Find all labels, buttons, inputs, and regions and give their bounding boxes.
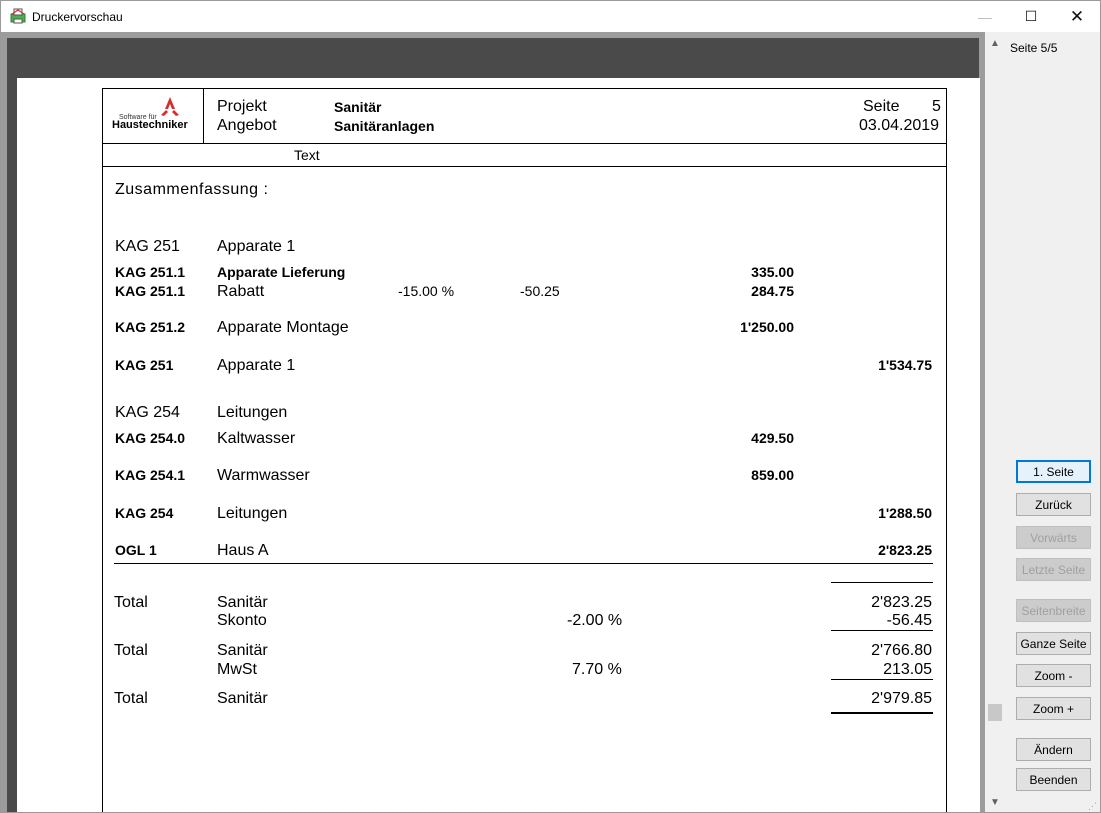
first-page-button[interactable]: 1. Seite [1016,460,1091,483]
forward-button[interactable]: Vorwärts [1016,526,1091,549]
total-amount: -56.45 [886,612,932,629]
logo-mark-icon [159,95,181,117]
logo-tagline: Software für [119,114,157,121]
last-page-button[interactable]: Letzte Seite [1016,558,1091,581]
title-bar [1,1,1100,32]
logo-name: Haustechniker [112,119,188,131]
grand-total-rule [831,712,933,714]
page-width-button[interactable]: Seitenbreite [1016,599,1091,622]
row-total: 2'823.25 [878,542,932,558]
row-code: OGL 1 [115,542,157,558]
row-code: KAG 254 [115,404,180,421]
row-delta: -50.25 [520,283,560,299]
totals-rule [831,630,933,631]
row-code: KAG 251.1 [115,283,186,299]
total-percent: 7.70 % [572,661,622,678]
row-total: 1'288.50 [878,505,932,521]
seite-label: Seite [863,98,900,115]
maximize-button[interactable]: ☐ [1024,8,1038,24]
scroll-down-icon[interactable]: ▼ [990,796,1000,808]
total-label: Total [114,594,148,611]
total-amount: 2'766.80 [871,642,932,659]
row-name: Leitungen [217,505,288,522]
totals-rule [831,679,933,680]
scroll-up-icon[interactable]: ▲ [990,37,1000,49]
total-name: Skonto [217,612,267,629]
total-amount: 2'979.85 [871,690,932,707]
row-code: KAG 251 [115,238,180,255]
header-line [102,143,947,144]
row-amount: 859.00 [751,467,794,483]
preview-area[interactable] [1,32,985,813]
angebot-label: Angebot [217,117,277,134]
exit-button[interactable]: Beenden [1016,768,1091,791]
row-code: KAG 254.1 [115,467,186,483]
total-amount: 2'823.25 [871,594,932,611]
minimize-button[interactable]: — [978,8,992,25]
row-code: KAG 254.0 [115,430,186,446]
row-name: Apparate Montage [217,319,349,336]
angebot-value: Sanitäranlagen [334,118,435,134]
row-code: KAG 251.1 [115,264,186,280]
column-line [102,166,947,167]
total-name: Sanitär [217,642,268,659]
row-percent: -15.00 % [398,283,455,299]
close-button[interactable]: ✕ [1069,6,1085,26]
row-name: Apparate Lieferung [217,264,346,280]
row-total: 1'534.75 [878,357,932,373]
scroll-thumb[interactable] [988,704,1002,721]
row-name: Kaltwasser [217,430,296,447]
projekt-value: Sanitär [334,99,382,115]
resize-grip-icon[interactable]: ⋰ [1088,801,1097,811]
whole-page-button[interactable]: Ganze Seite [1016,632,1091,655]
row-code: KAG 251 [115,357,174,373]
row-amount: 429.50 [751,430,794,446]
row-name: Rabatt [217,283,265,300]
total-name: Sanitär [217,690,268,707]
summary-separator [114,563,933,564]
row-code: KAG 254 [115,505,174,521]
row-amount: 1'250.00 [740,319,794,335]
document-date: 03.04.2019 [859,117,940,134]
document-layer [1,32,985,813]
total-amount: 213.05 [883,661,932,678]
company-logo [109,95,199,135]
vertical-scrollbar[interactable] [985,32,1005,813]
edit-button[interactable]: Ändern [1016,738,1091,761]
back-button[interactable]: Zurück [1016,493,1091,516]
navigation-panel [1005,32,1100,813]
page-indicator: Seite 5/5 [1010,41,1058,55]
row-name: Apparate 1 [217,238,296,255]
row-name: Warmwasser [217,467,310,484]
zoom-out-button[interactable]: Zoom - [1016,664,1091,687]
total-name: Sanitär [217,594,268,611]
total-label: Total [114,690,148,707]
projekt-label: Projekt [217,98,267,115]
row-name: Haus A [217,542,269,559]
row-code: KAG 251.2 [115,319,186,335]
window-title: Druckervorschau [32,10,123,24]
total-label: Total [114,642,148,659]
printer-app-icon [10,8,26,24]
row-name: Leitungen [217,404,288,421]
header-divider [203,88,204,143]
total-percent: -2.00 % [567,612,623,629]
total-name: MwSt [217,661,257,678]
totals-rule [831,582,933,583]
row-amount: 284.75 [751,283,794,299]
row-name: Apparate 1 [217,357,296,374]
row-amount: 335.00 [751,264,794,280]
section-title: Zusammenfassung : [115,181,269,198]
zoom-in-button[interactable]: Zoom + [1016,697,1091,720]
seite-value: 5 [932,98,941,115]
column-header-text: Text [294,147,320,163]
